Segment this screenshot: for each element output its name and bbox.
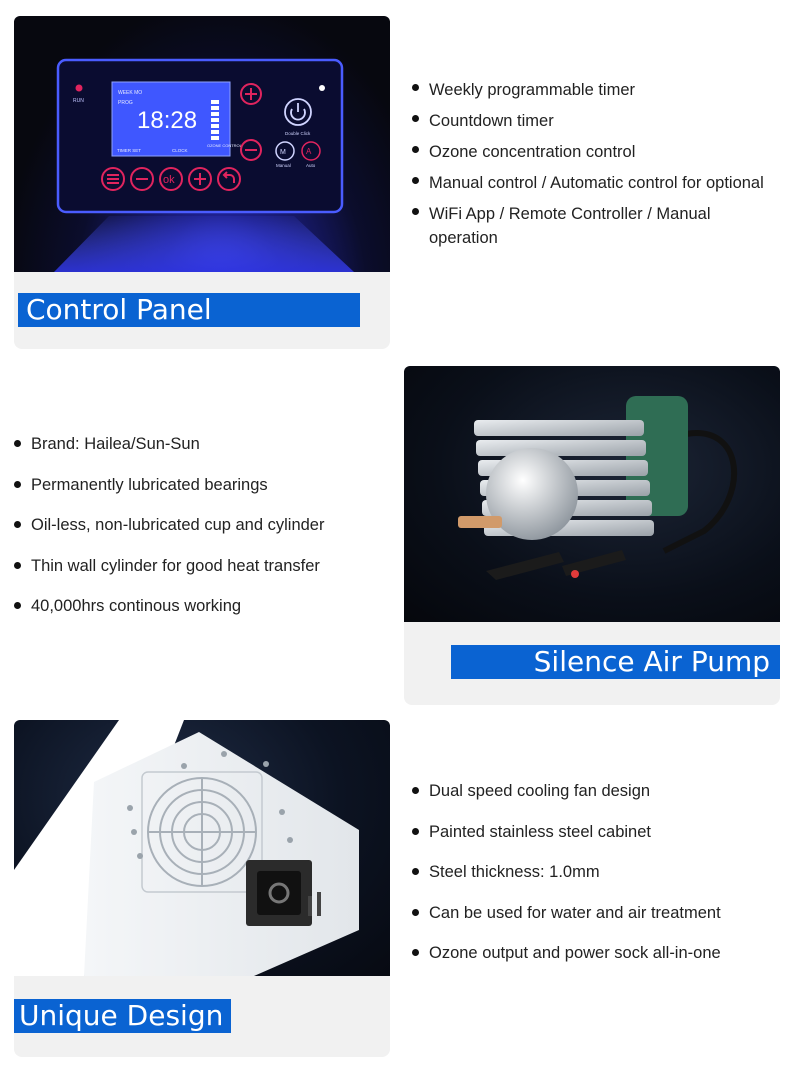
lcd-ozone-control: OZONE CONTROL xyxy=(207,143,242,148)
lcd-clock: CLOCK xyxy=(172,148,188,153)
power-socket-inner xyxy=(257,871,301,915)
unique-design-image xyxy=(14,720,390,976)
feature-item: Dual speed cooling fan design xyxy=(412,781,782,801)
air-outlet-nozzle xyxy=(458,516,502,528)
manual-label: Manual xyxy=(276,163,291,168)
feature-item: WiFi App / Remote Controller / Manual operation xyxy=(412,202,772,250)
air-pump-title: Silence Air Pump xyxy=(451,645,780,679)
feature-item: Permanently lubricated bearings xyxy=(14,475,384,495)
lcd-time: 18:28 xyxy=(137,107,198,134)
feature-item: Brand: Hailea/Sun-Sun xyxy=(14,434,384,454)
ozone-level-bars xyxy=(211,100,219,140)
light-beam xyxy=(54,216,354,272)
lcd-timer-set: TIMER SET xyxy=(117,148,142,153)
feature-item: Thin wall cylinder for good heat transfer xyxy=(14,556,384,576)
feature-item: Painted stainless steel cabinet xyxy=(412,822,782,842)
feature-item: Can be used for water and air treatment xyxy=(412,903,782,923)
feature-item: Weekly programmable timer xyxy=(412,78,772,102)
brand-dot xyxy=(571,570,579,578)
feature-item: 40,000hrs continous working xyxy=(14,596,384,616)
feature-item: Steel thickness: 1.0mm xyxy=(412,862,782,882)
air-pump-feature-list xyxy=(14,434,384,637)
unique-design-title: Unique Design xyxy=(14,999,231,1033)
control-panel-feature-list xyxy=(412,78,772,257)
air-pump-image xyxy=(404,366,780,622)
lcd-week: WEEK MO xyxy=(118,90,143,96)
control-panel-title: Control Panel xyxy=(18,293,360,327)
svg-text:M: M xyxy=(280,149,286,156)
control-panel-image xyxy=(14,16,390,272)
svg-text:ok: ok xyxy=(163,174,175,186)
double-click-label: Double Click xyxy=(285,131,311,136)
run-label: RUN xyxy=(73,98,84,104)
feature-item: Ozone output and power sock all-in-one xyxy=(412,943,782,963)
unique-design-feature-list xyxy=(412,781,782,984)
feature-item: Ozone concentration control xyxy=(412,140,772,164)
lcd-prog: PROG xyxy=(118,100,133,106)
feature-item: Oil-less, non-lubricated cup and cylinder xyxy=(14,515,384,535)
run-indicator-light xyxy=(76,85,83,92)
mount-foot xyxy=(486,552,564,580)
auto-label: Auto xyxy=(306,163,316,168)
feature-item: Manual control / Automatic control for optional xyxy=(412,171,772,195)
svg-text:A: A xyxy=(306,147,312,156)
feature-item: Countdown timer xyxy=(412,109,772,133)
status-led xyxy=(319,85,325,91)
